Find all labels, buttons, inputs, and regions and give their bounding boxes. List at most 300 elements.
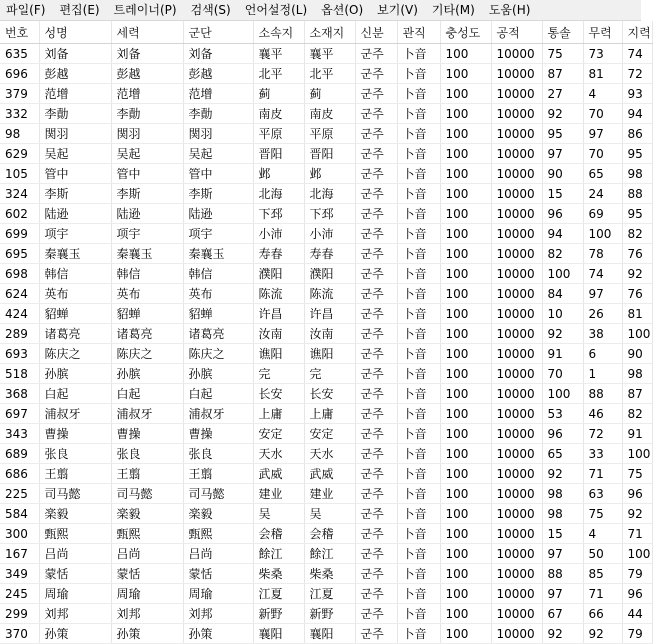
table-cell: 浦叔牙 xyxy=(111,404,183,424)
table-cell: 北平 xyxy=(304,64,355,84)
table-cell: 楽毅 xyxy=(111,504,183,524)
table-cell: 陆逊 xyxy=(39,204,111,224)
table-cell: 貂蝉 xyxy=(111,304,183,324)
table-cell: 秦襄玉 xyxy=(183,244,253,264)
table-cell: 66 xyxy=(583,604,622,624)
column-header[interactable]: 군단 xyxy=(183,21,253,44)
table-row[interactable] xyxy=(0,344,652,364)
table-row[interactable] xyxy=(0,404,652,424)
table-cell: 73 xyxy=(583,44,622,64)
table-cell: 군주 xyxy=(355,164,397,184)
column-header[interactable]: 무력 xyxy=(583,21,622,44)
table-cell: 张良 xyxy=(111,444,183,464)
table-row[interactable] xyxy=(0,124,652,144)
table-cell: 92 xyxy=(542,464,583,484)
table-cell: 武威 xyxy=(304,464,355,484)
table-cell: 97 xyxy=(542,584,583,604)
table-cell: 李斯 xyxy=(183,184,253,204)
table-cell: 69 xyxy=(583,204,622,224)
table-cell: 下邳 xyxy=(304,204,355,224)
table-cell: 卜音 xyxy=(397,264,440,284)
table-cell: 管中 xyxy=(39,164,111,184)
table-cell: 군주 xyxy=(355,284,397,304)
table-cell: 新野 xyxy=(253,604,304,624)
column-header[interactable]: 소재지 xyxy=(304,21,355,44)
table-cell: 卜音 xyxy=(397,204,440,224)
table-cell: 李斯 xyxy=(111,184,183,204)
table-cell: 卜音 xyxy=(397,584,440,604)
table-row[interactable] xyxy=(0,524,652,544)
table-cell: 105 xyxy=(0,164,39,184)
table-cell: 696 xyxy=(0,64,39,84)
table-cell: 王翦 xyxy=(111,464,183,484)
menu-item[interactable]: 언어설정(L) xyxy=(244,3,308,17)
table-cell: 管中 xyxy=(183,164,253,184)
table-cell: 卜音 xyxy=(397,504,440,524)
table-cell: 项宇 xyxy=(39,224,111,244)
menu-item[interactable]: 보기(V) xyxy=(377,3,418,17)
table-cell: 刘邦 xyxy=(111,604,183,624)
table-cell: 100 xyxy=(440,444,491,464)
table-cell: 孙膑 xyxy=(111,364,183,384)
table-cell: 英布 xyxy=(39,284,111,304)
table-cell: 100 xyxy=(440,344,491,364)
table-cell: 98 xyxy=(622,164,652,184)
table-cell: 10000 xyxy=(491,604,542,624)
table-row[interactable] xyxy=(0,564,652,584)
table-cell: 584 xyxy=(0,504,39,524)
table-cell: 100 xyxy=(622,444,652,464)
table-cell: 81 xyxy=(583,64,622,84)
table-cell: 卜音 xyxy=(397,304,440,324)
table-cell: 吴 xyxy=(253,504,304,524)
table-cell: 군주 xyxy=(355,124,397,144)
table-cell: 吕尚 xyxy=(111,544,183,564)
table-cell: 范增 xyxy=(183,84,253,104)
table-cell: 卜音 xyxy=(397,484,440,504)
table-cell: 10000 xyxy=(491,564,542,584)
table-cell: 北平 xyxy=(253,64,304,84)
table-cell: 曹操 xyxy=(39,424,111,444)
table-cell: 白起 xyxy=(111,384,183,404)
table-cell: 10 xyxy=(542,304,583,324)
table-cell: 97 xyxy=(583,284,622,304)
table-cell: 693 xyxy=(0,344,39,364)
table-cell: 96 xyxy=(542,424,583,444)
table-cell: 长安 xyxy=(253,384,304,404)
table-cell: 天水 xyxy=(304,444,355,464)
table-cell: 79 xyxy=(622,624,652,644)
column-header[interactable]: 통솔 xyxy=(542,21,583,44)
table-cell: 100 xyxy=(440,284,491,304)
data-grid[interactable] xyxy=(0,21,651,641)
table-cell: 군주 xyxy=(355,324,397,344)
table-cell: 10000 xyxy=(491,124,542,144)
table-cell: 卜音 xyxy=(397,404,440,424)
column-header[interactable]: 세력 xyxy=(111,21,183,44)
table-cell: 长安 xyxy=(304,384,355,404)
table-cell: 299 xyxy=(0,604,39,624)
table-cell: 蒙恬 xyxy=(111,564,183,584)
table-row[interactable] xyxy=(0,84,652,104)
table-cell: 卜音 xyxy=(397,444,440,464)
table-cell: 平原 xyxy=(253,124,304,144)
table-cell: 97 xyxy=(542,144,583,164)
table-cell: 71 xyxy=(622,524,652,544)
table-cell: 군주 xyxy=(355,204,397,224)
column-header[interactable]: 성명 xyxy=(39,21,111,44)
table-row[interactable] xyxy=(0,384,652,404)
table-cell: 군주 xyxy=(355,404,397,424)
table-row[interactable] xyxy=(0,624,652,644)
table-row[interactable] xyxy=(0,164,652,184)
table-cell: 92 xyxy=(542,624,583,644)
table-cell: 汝南 xyxy=(304,324,355,344)
table-cell: 晋阳 xyxy=(304,144,355,164)
table-cell: 88 xyxy=(622,184,652,204)
table-cell: 彭越 xyxy=(111,64,183,84)
table-cell: 貂蝉 xyxy=(183,304,253,324)
table-row[interactable] xyxy=(0,604,652,624)
table-cell: 英布 xyxy=(183,284,253,304)
table-cell: 卜音 xyxy=(397,144,440,164)
table-cell: 100 xyxy=(440,604,491,624)
table-cell: 刘邦 xyxy=(183,604,253,624)
table-cell: 関羽 xyxy=(39,124,111,144)
table-cell: 100 xyxy=(440,224,491,244)
column-header[interactable]: 신분 xyxy=(355,21,397,44)
table-cell: 635 xyxy=(0,44,39,64)
table-cell: 97 xyxy=(583,124,622,144)
table-cell: 46 xyxy=(583,404,622,424)
table-cell: 安定 xyxy=(304,424,355,444)
column-header[interactable]: 지력 xyxy=(622,21,652,44)
table-cell: 96 xyxy=(622,484,652,504)
table-cell: 370 xyxy=(0,624,39,644)
menu-item[interactable]: 검색(S) xyxy=(190,3,231,17)
table-cell: 100 xyxy=(440,544,491,564)
table-cell: 刘备 xyxy=(39,44,111,64)
table-cell: 孙策 xyxy=(183,624,253,644)
table-cell: 北海 xyxy=(304,184,355,204)
table-row[interactable] xyxy=(0,504,652,524)
table-row[interactable] xyxy=(0,544,652,564)
table-cell: 韩信 xyxy=(111,264,183,284)
table-cell: 李勣 xyxy=(111,104,183,124)
table-cell: 卜音 xyxy=(397,604,440,624)
table-cell: 332 xyxy=(0,104,39,124)
table-cell: 10000 xyxy=(491,624,542,644)
table-cell: 卜音 xyxy=(397,384,440,404)
table-cell: 李勣 xyxy=(39,104,111,124)
column-header[interactable]: 공적 xyxy=(491,21,542,44)
table-cell: 24 xyxy=(583,184,622,204)
table-cell: 蒙恬 xyxy=(183,564,253,584)
table-cell: 浦叔牙 xyxy=(39,404,111,424)
table-row[interactable] xyxy=(0,184,652,204)
table-cell: 10000 xyxy=(491,444,542,464)
table-cell: 寿春 xyxy=(253,244,304,264)
table-cell: 군주 xyxy=(355,444,397,464)
table-cell: 100 xyxy=(542,264,583,284)
table-cell: 72 xyxy=(583,424,622,444)
table-cell: 吴 xyxy=(304,504,355,524)
table-cell: 100 xyxy=(440,364,491,384)
table-cell: 697 xyxy=(0,404,39,424)
table-cell: 689 xyxy=(0,444,39,464)
table-cell: 군주 xyxy=(355,544,397,564)
table-cell: 82 xyxy=(622,404,652,424)
table-cell: 卜音 xyxy=(397,184,440,204)
table-cell: 周瑜 xyxy=(111,584,183,604)
table-cell: 小沛 xyxy=(304,224,355,244)
table-cell: 100 xyxy=(440,624,491,644)
column-header[interactable]: 충성도 xyxy=(440,21,491,44)
table-cell: 孙膑 xyxy=(183,364,253,384)
table-cell: 南皮 xyxy=(304,104,355,124)
table-cell: 88 xyxy=(583,384,622,404)
table-cell: 10000 xyxy=(491,244,542,264)
table-row[interactable] xyxy=(0,484,652,504)
table-cell: 100 xyxy=(440,84,491,104)
table-cell: 44 xyxy=(622,604,652,624)
table-cell: 90 xyxy=(542,164,583,184)
menu-item[interactable]: 옵션(O) xyxy=(321,3,364,17)
table-body xyxy=(0,44,652,644)
table-row[interactable] xyxy=(0,304,652,324)
table-cell: 吕尚 xyxy=(39,544,111,564)
table-cell: 管中 xyxy=(111,164,183,184)
table-cell: 司马懿 xyxy=(39,484,111,504)
table-cell: 10000 xyxy=(491,64,542,84)
table-cell: 78 xyxy=(583,244,622,264)
table-cell: 군주 xyxy=(355,364,397,384)
table-cell: 76 xyxy=(622,244,652,264)
table-cell: 许昌 xyxy=(304,304,355,324)
table-cell: 安定 xyxy=(253,424,304,444)
table-row[interactable] xyxy=(0,464,652,484)
table-cell: 孙膑 xyxy=(39,364,111,384)
table-cell: 100 xyxy=(440,584,491,604)
column-header[interactable]: 소속지 xyxy=(253,21,304,44)
table-cell: 蓟 xyxy=(304,84,355,104)
table-cell: 85 xyxy=(583,564,622,584)
table-cell: 10000 xyxy=(491,324,542,344)
table-cell: 卜音 xyxy=(397,104,440,124)
table-cell: 245 xyxy=(0,584,39,604)
table-cell: 53 xyxy=(542,404,583,424)
table-cell: 卜音 xyxy=(397,344,440,364)
table-cell: 100 xyxy=(440,184,491,204)
menu-item[interactable]: 편집(E) xyxy=(59,3,100,17)
table-row[interactable] xyxy=(0,364,652,384)
table-cell: 602 xyxy=(0,204,39,224)
table-cell: 100 xyxy=(440,324,491,344)
table-row[interactable] xyxy=(0,244,652,264)
table-cell: 94 xyxy=(622,104,652,124)
table-cell: 餘江 xyxy=(304,544,355,564)
table-cell: 卜音 xyxy=(397,324,440,344)
table-cell: 70 xyxy=(583,104,622,124)
table-cell: 楽毅 xyxy=(39,504,111,524)
table-cell: 李斯 xyxy=(39,184,111,204)
table-cell: 邺 xyxy=(304,164,355,184)
table-cell: 군주 xyxy=(355,224,397,244)
table-cell: 10000 xyxy=(491,104,542,124)
column-header[interactable]: 번호 xyxy=(0,21,39,44)
table-cell: 彭越 xyxy=(39,64,111,84)
table-cell: 谯阳 xyxy=(253,344,304,364)
table-cell: 군주 xyxy=(355,604,397,624)
table-cell: 陈庆之 xyxy=(183,344,253,364)
table-cell: 陈流 xyxy=(253,284,304,304)
menu-item[interactable]: 트레이너(P) xyxy=(113,3,177,17)
table-cell: 100 xyxy=(583,224,622,244)
table-row[interactable] xyxy=(0,104,652,124)
table-row[interactable] xyxy=(0,284,652,304)
table-cell: 75 xyxy=(622,464,652,484)
table-row[interactable] xyxy=(0,324,652,344)
table-cell: 吴起 xyxy=(111,144,183,164)
table-cell: 100 xyxy=(440,164,491,184)
table-cell: 100 xyxy=(440,124,491,144)
table-cell: 90 xyxy=(622,344,652,364)
table-row[interactable] xyxy=(0,144,652,164)
table-cell: 71 xyxy=(583,464,622,484)
officer-table xyxy=(0,21,653,644)
table-cell: 70 xyxy=(542,364,583,384)
table-cell: 濮阳 xyxy=(253,264,304,284)
table-cell: 87 xyxy=(542,64,583,84)
table-row[interactable] xyxy=(0,64,652,84)
table-cell: 卜音 xyxy=(397,64,440,84)
table-cell: 100 xyxy=(440,144,491,164)
table-cell: 1 xyxy=(583,364,622,384)
table-cell: 小沛 xyxy=(253,224,304,244)
table-cell: 平原 xyxy=(304,124,355,144)
menu-item[interactable]: 도움(H) xyxy=(488,3,531,17)
table-row[interactable] xyxy=(0,224,652,244)
table-cell: 项宇 xyxy=(183,224,253,244)
table-cell: 군주 xyxy=(355,84,397,104)
table-cell: 71 xyxy=(583,584,622,604)
menu-item[interactable]: 파일(F) xyxy=(6,3,46,17)
table-cell: 93 xyxy=(622,84,652,104)
table-cell: 91 xyxy=(622,424,652,444)
table-cell: 汝南 xyxy=(253,324,304,344)
table-cell: 군주 xyxy=(355,504,397,524)
table-cell: 75 xyxy=(542,44,583,64)
table-cell: 343 xyxy=(0,424,39,444)
table-cell: 군주 xyxy=(355,344,397,364)
menu-item[interactable]: 기타(M) xyxy=(431,3,475,17)
table-cell: 甄熙 xyxy=(39,524,111,544)
table-cell: 4 xyxy=(583,524,622,544)
table-cell: 王翦 xyxy=(183,464,253,484)
table-cell: 10000 xyxy=(491,584,542,604)
table-cell: 卜音 xyxy=(397,424,440,444)
table-cell: 100 xyxy=(440,484,491,504)
table-cell: 4 xyxy=(583,84,622,104)
table-cell: 司马懿 xyxy=(111,484,183,504)
table-cell: 下邳 xyxy=(253,204,304,224)
table-cell: 诸葛亮 xyxy=(111,324,183,344)
table-cell: 79 xyxy=(622,564,652,584)
table-cell: 368 xyxy=(0,384,39,404)
table-cell: 餘江 xyxy=(253,544,304,564)
table-cell: 会稽 xyxy=(253,524,304,544)
table-cell: 87 xyxy=(622,384,652,404)
table-cell: 邺 xyxy=(253,164,304,184)
table-cell: 卜音 xyxy=(397,464,440,484)
table-row[interactable] xyxy=(0,584,652,604)
table-cell: 95 xyxy=(542,124,583,144)
table-cell: 10000 xyxy=(491,524,542,544)
table-cell: 柴桑 xyxy=(253,564,304,584)
table-cell: 陆逊 xyxy=(183,204,253,224)
table-cell: 100 xyxy=(440,384,491,404)
table-cell: 蓟 xyxy=(253,84,304,104)
table-cell: 225 xyxy=(0,484,39,504)
table-cell: 424 xyxy=(0,304,39,324)
table-cell: 100 xyxy=(440,464,491,484)
table-cell: 699 xyxy=(0,224,39,244)
table-cell: 629 xyxy=(0,144,39,164)
table-row[interactable] xyxy=(0,204,652,224)
table-cell: 刘备 xyxy=(111,44,183,64)
table-cell: 15 xyxy=(542,524,583,544)
table-cell: 建业 xyxy=(304,484,355,504)
table-cell: 襄阳 xyxy=(253,624,304,644)
table-cell: 82 xyxy=(622,224,652,244)
table-cell: 50 xyxy=(583,544,622,564)
table-cell: 襄平 xyxy=(253,44,304,64)
table-cell: 군주 xyxy=(355,44,397,64)
table-row[interactable] xyxy=(0,264,652,284)
table-cell: 100 xyxy=(440,244,491,264)
table-cell: 군주 xyxy=(355,304,397,324)
table-cell: 诸葛亮 xyxy=(39,324,111,344)
table-cell: 10000 xyxy=(491,464,542,484)
table-cell: 北海 xyxy=(253,184,304,204)
table-cell: 吴起 xyxy=(183,144,253,164)
table-cell: 甄熙 xyxy=(111,524,183,544)
table-cell: 上庸 xyxy=(304,404,355,424)
table-cell: 100 xyxy=(440,44,491,64)
table-cell: 浦叔牙 xyxy=(183,404,253,424)
table-cell: 92 xyxy=(622,504,652,524)
table-cell: 군주 xyxy=(355,624,397,644)
menu-bar xyxy=(0,0,641,21)
table-cell: 関羽 xyxy=(111,124,183,144)
table-row[interactable] xyxy=(0,424,652,444)
table-cell: 陈庆之 xyxy=(111,344,183,364)
table-cell: 96 xyxy=(542,204,583,224)
table-row[interactable] xyxy=(0,44,652,64)
table-cell: 10000 xyxy=(491,544,542,564)
table-cell: 蒙恬 xyxy=(39,564,111,584)
column-header[interactable]: 관직 xyxy=(397,21,440,44)
table-cell: 卜音 xyxy=(397,164,440,184)
table-cell: 10000 xyxy=(491,304,542,324)
table-cell: 74 xyxy=(583,264,622,284)
table-cell: 卜音 xyxy=(397,84,440,104)
table-cell: 诸葛亮 xyxy=(183,324,253,344)
table-row[interactable] xyxy=(0,444,652,464)
table-cell: 695 xyxy=(0,244,39,264)
table-cell: 72 xyxy=(622,64,652,84)
table-cell: 군주 xyxy=(355,144,397,164)
